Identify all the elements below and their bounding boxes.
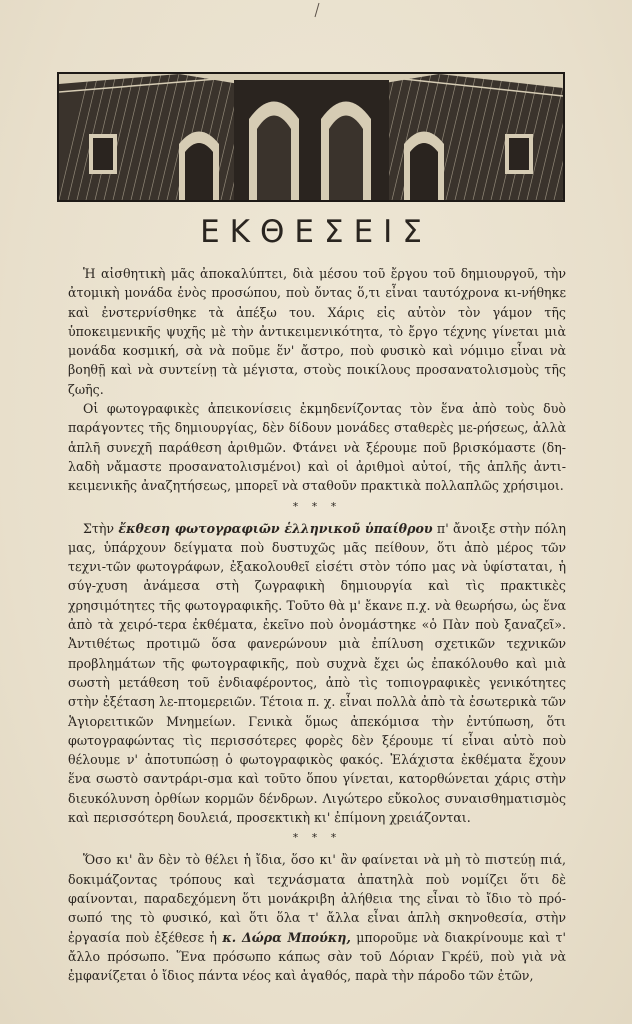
section-title: ΕΚΘΕΣΕΙΣ (200, 214, 432, 250)
exhibition-title: ἔκθεση φωτογραφιῶν ἑλληνικοῦ ὑπαίθρου (118, 520, 433, 536)
article-body (68, 264, 566, 985)
header-woodcut-illustration (57, 72, 565, 202)
paragraph-4-lead: Ὅσο κι' ἂν δὲν τὸ θέλει ἡ ἴδια, ὅσο κι' ἂν φαίνεται νὰ μὴ τὸ πιστεύῃ πιά, δοκιμάζοντας τρόπους καὶ τεχνάσματα ἀπατηλὰ ποὺ νομίζει ὅτι δὲ φαίνονται, παραδεχόμενη ὅτι μονάκριβη ἀλήθεια της εἶναι τὸ ἴδιο τὸ πρό-σωπό της τὸ φυσικό, καὶ ὅτι ὅλα τ' ἄλλα εἶναι ἁπλὴ σκηνοθεσία, στὴν ἐργασία ποὺ ἐξέθεσε ἡ (68, 852, 566, 945)
paragraph-2: Οἱ φωτογραφικὲς ἀπεικονίσεις ἐκμηδενίζοντας τὸν ἕνα ἀπὸ τοὺς δυὸ παράγοντες τῆς δημιουργίας, δὲν δίδουν μονάδες σταθερὲς με-ρήσεως, ἀλλὰ ἁπλῆ συνεχῆ παράθεση ἀριθμῶν. Φτάνει νὰ ξέρουμε ποῦ βρισκόμαστε (δη-λαδὴ νἄμαστε προσανατολισμένοι) καὶ οἱ ἀριθμοὶ αὐτοί, τῆς ἁπλῆς ἀντι-κειμενικῆς ἀναζητήσεως, μπορεῖ νὰ σταθοῦν πρακτικὰ πολλαπλῶς χρήσιμοι. (68, 401, 566, 494)
section-separator: * * * (292, 499, 342, 513)
woodcut-icon (59, 74, 563, 200)
paragraph-1: Ἡ αἰσθητικὴ μᾶς ἀποκαλύπτει, διὰ μέσου τοῦ ἔργου τοῦ δημιουργοῦ, τὴν ἀτομικὴ μονάδα ἑνὸς προσώπου, ποὺ ὄντας ὅ,τι εἶναι ταυτόχρονα κι-νήθηκε καὶ ἐνστερνίσθηκε τὰ ἀπέξω του. Χάρις εἰς αὐτὸν τὸν γάμον τῆς ὑποκειμενικῆς ψυχῆς μὲ τὴν ἀντικειμενικότητα, τὸ ἔργο τέχνης γίνεται μιὰ μονάδα κοσμική, σὰ νὰ ποῦμε ἕν' ἄστρο, ποὺ φυσικὸ καὶ νόμιμο εἶναι νὰ βοηθῇ καὶ νὰ συντείνῃ τὰ μέγιστα, στοὺς ποικίλους προσανατολισμοὺς τῆς ζωῆς. (68, 266, 566, 397)
pencil-mark-icon (312, 2, 322, 18)
artist-name: κ. Δώρα Μπούκη, (222, 929, 351, 945)
paragraph-3-lead: Στὴν (83, 520, 115, 536)
paragraph-4 (68, 850, 566, 985)
section-separator: * * * (292, 831, 342, 845)
paragraph-3 (68, 519, 566, 828)
paragraph-4-rest: μποροῦμε νὰ διακρίνουμε καὶ τ' ἄλλο πρόσωπο. Ἕνα πρόσωπο κάπως σὰν τοῦ Δόριαν Γκρέϋ, ποὺ γιὰ νὰ ἐμφανίζεται ὁ ἴδιος πάντα νέος καὶ ἀγαθός, παρὰ τὴν πάροδο τῶν ἐτῶν, (68, 929, 566, 984)
paragraph-3-rest: π' ἄνοιξε στὴν πόλη μας, ὑπάρχουν δείγματα ποὺ δυστυχῶς μᾶς πείθουν, ὅτι ἀπὸ μέρος τῶν τεχνι-τῶν φωτογράφων, ἐξακολουθεῖ εἰσέτι στὸν τόπο μας νὰ ὑφίσταται, ἡ σύγ-χυση ἀνάμεσα στὴ ζωγραφικὴ δημιουργία καὶ τὶς πρακτικὲς χρησιμότητες τῆς φωτογραφικῆς. Τοῦτο θὰ μ' ἔκανε π.χ. νὰ θεωρήσω, ὡς ἕνα ἀπὸ τὰ χειρό-τερα ἐκθέματα, ἐκεῖνο ποὺ ὀνομάστηκε «ὁ Πὰν ποὺ ξαναζεῖ». Ἀντιθέτως προτιμῶ ὅσα φανερώνουν μιὰ ἐπίλυση σχετικῶν τεχνικῶν προβλημάτων τῆς φωτογραφικῆς, ποὺ συχνὰ ἔχει ὡς ἐπακόλουθο καὶ μιὰ σωστὴ μετάθεση τοῦ ἐνδιαφέροντος, ἀπὸ τὶς τοπιογραφικὲς γενικότητες στὴν ἐξέταση λε-πτομερειῶν. Τέτοια π. χ. εἶναι πολλὰ ἀπὸ τὰ ἐσωτερικὰ τῶν Ἁγιορειτικῶν Μνημείων. Γενικὰ ὅμως ἀπεκόμισα τὴν ἐντύπωση, ὅτι φωτογραφώντας τὶς περισσότερες φορὲς δὲν ξέρουμε τί εἶναι αὐτὸ ποὺ θέλουμε ν' ἀποτυπώσῃ ὁ φωτογραφικὸς φακός. Ἐλάχιστα ἐκθέματα ἔχουν ἕνα σωστὸ σαντράρι-σμα καὶ τοῦτο ὅπου γίνεται, κατορθώνεται χάρις στὴν διευκόλυνση ὀρθίων κορμῶν δένδρων. Λιγώτερο εὔκολος συναισθηματισμὸς καὶ περισσότερη δουλειά, προσεκτικὴ κι' ἐπίμονη χρειάζονται. (68, 520, 566, 826)
